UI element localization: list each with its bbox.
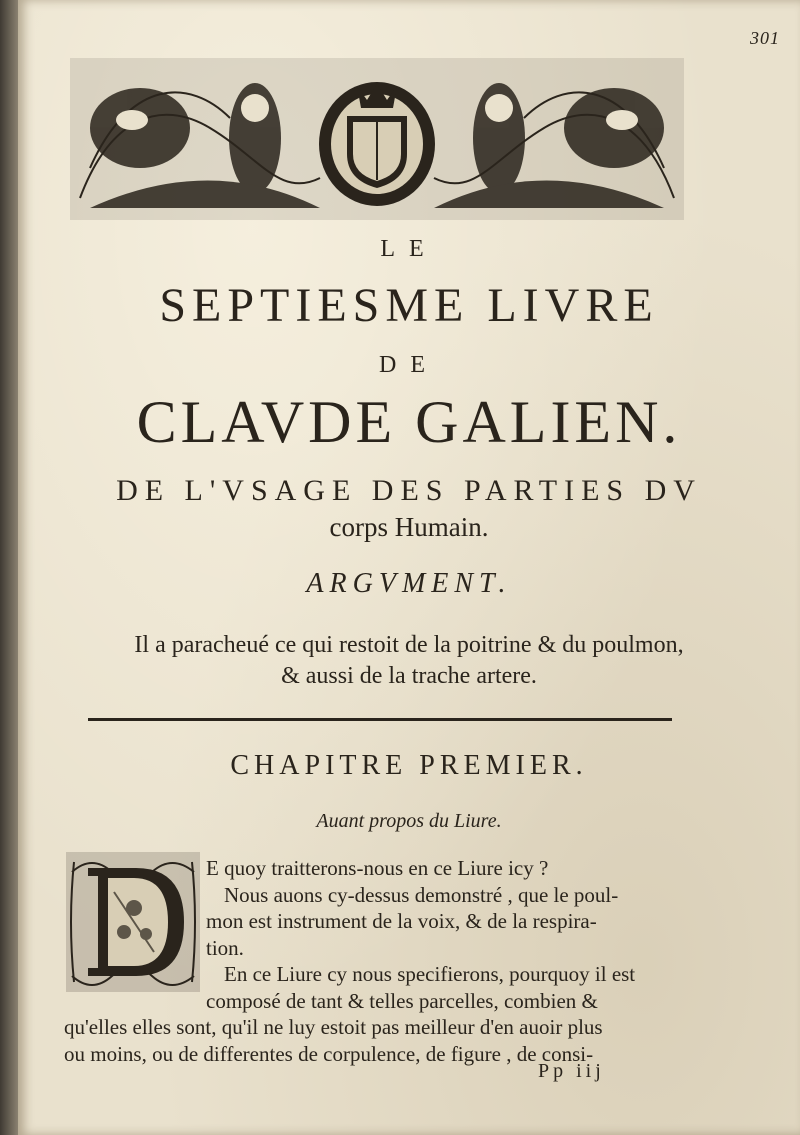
body-line: E quoy traitterons-nous en ce Liure icy ? bbox=[206, 856, 549, 880]
argument-line: & aussi de la trache artere. bbox=[281, 663, 537, 689]
heading-le: LE bbox=[380, 236, 438, 262]
signature-mark: Pp iij bbox=[538, 1060, 605, 1082]
chapter-title: CHAPITRE PREMIER. bbox=[230, 750, 588, 781]
section-divider bbox=[88, 718, 672, 721]
heading-subject: DE L'VSAGE DES PARTIES DV bbox=[116, 474, 702, 507]
body-line: mon est instrument de la voix, & de la respira- bbox=[206, 909, 597, 933]
page-number: 301 bbox=[750, 28, 780, 48]
woodcut-headpiece-ornament bbox=[70, 58, 684, 220]
body-line: qu'elles elles sont, qu'il ne luy estoit pas meilleur d'en auoir plus bbox=[64, 1015, 603, 1039]
book-page bbox=[18, 0, 800, 1135]
heading-septiesme-livre: SEPTIESME LIVRE bbox=[159, 279, 659, 332]
argument-line: Il a paracheué ce qui restoit de la poitrine & du poulmon, bbox=[134, 632, 684, 658]
body-text bbox=[64, 855, 700, 1067]
body-line: composé de tant & telles parcelles, combien & bbox=[206, 988, 598, 1013]
body-line: ou moins, ou de differentes de corpulence, de figure , de consi- bbox=[64, 1041, 594, 1066]
body-line: En ce Liure cy nous specifierons, pourquoy il est bbox=[224, 962, 636, 986]
heading-subject-continued: corps Humain. bbox=[329, 512, 489, 542]
heading-de: DE bbox=[379, 352, 439, 378]
book-spine bbox=[0, 0, 18, 1135]
heading-author: CLAVDE GALIEN. bbox=[136, 389, 682, 455]
argument-text bbox=[18, 630, 800, 692]
body-line: Nous auons cy-dessus demonstré , que le poul- bbox=[224, 882, 619, 907]
chapter-subtitle: Auant propos du Liure. bbox=[316, 810, 502, 832]
body-line: tion. bbox=[206, 935, 244, 960]
argument-label: ARGVMENT. bbox=[306, 568, 512, 599]
